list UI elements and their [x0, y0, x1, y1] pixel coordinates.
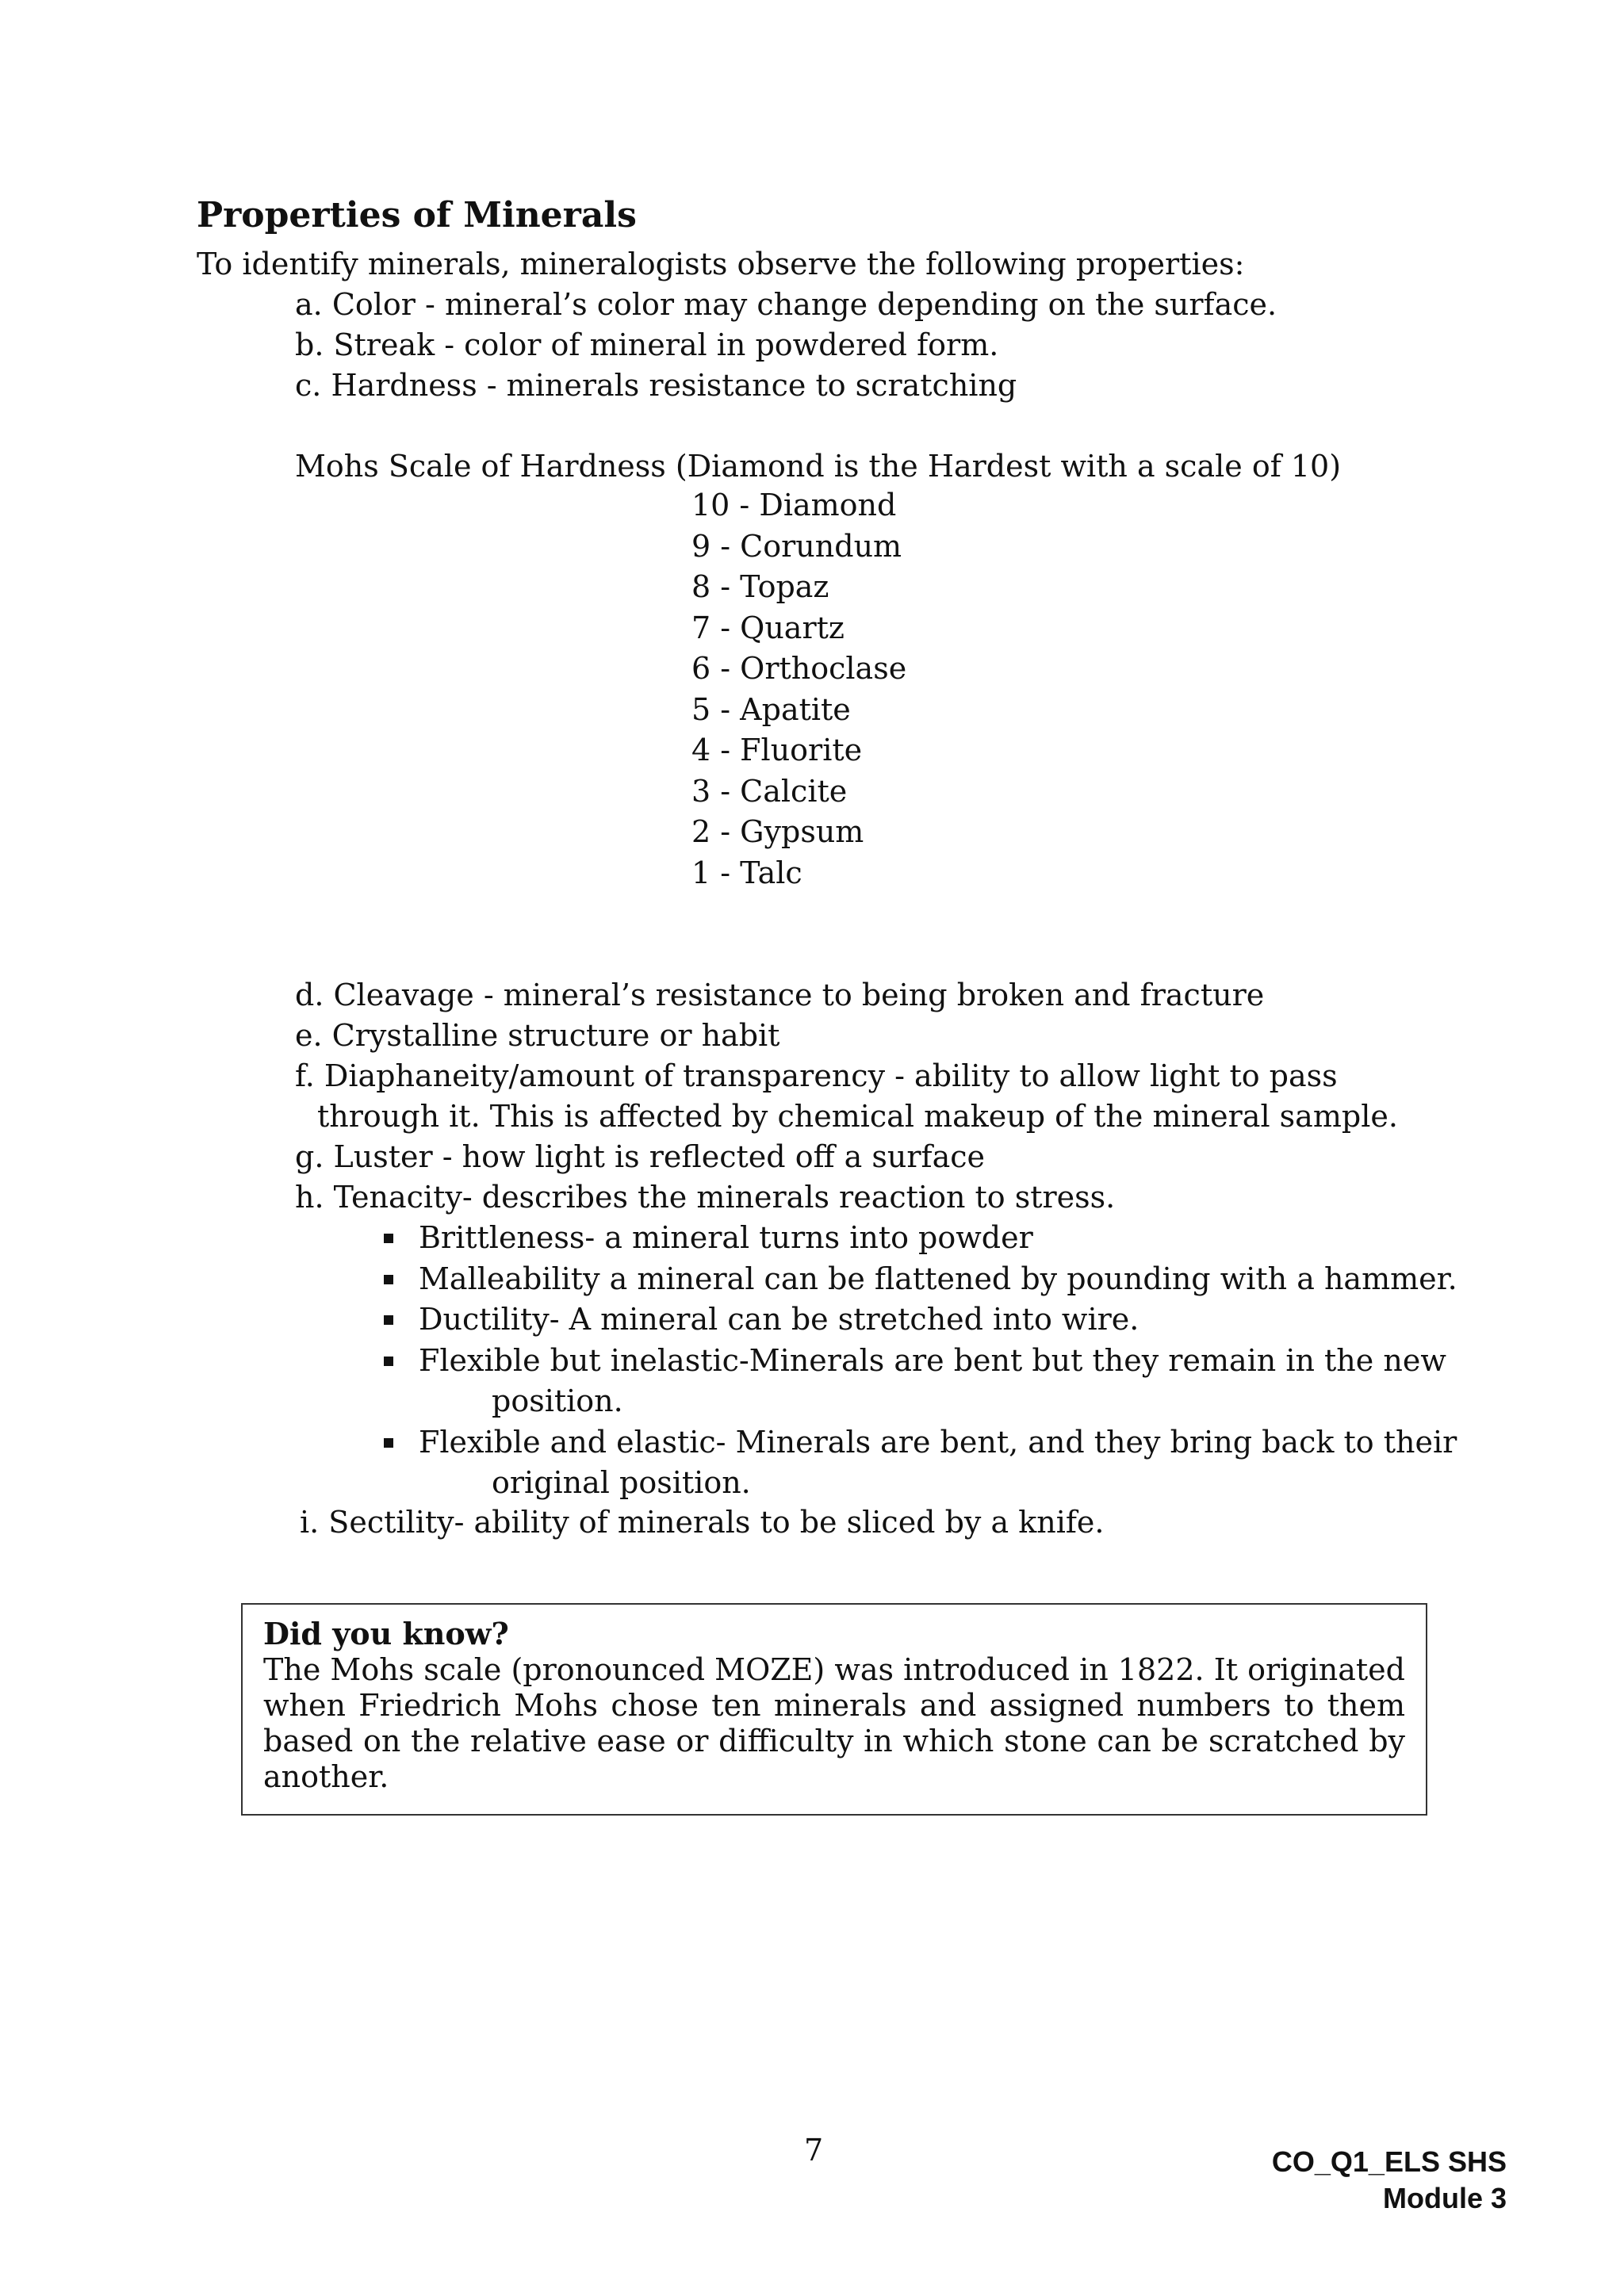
bullet-square-icon — [384, 1315, 393, 1325]
mohs-item: 8 - Topaz — [691, 569, 829, 604]
mohs-item: 1 - Talc — [691, 855, 802, 890]
intro-text: To identify minerals, mineralogists observe the following properties: — [197, 247, 1245, 281]
mohs-item: 4 - Fluorite — [691, 733, 863, 767]
tenacity-item-text: Brittleness- a mineral turns into powder — [419, 1220, 1033, 1255]
tenacity-list — [381, 1218, 1457, 1504]
mohs-item: 7 - Quartz — [691, 610, 845, 645]
tenacity-item — [381, 1341, 1457, 1422]
mohs-item: 3 - Calcite — [691, 773, 848, 809]
property-hardness: c. Hardness - minerals resistance to scratching — [295, 368, 1017, 403]
bullet-square-icon — [384, 1438, 393, 1448]
tenacity-item-continuation: position. — [492, 1383, 623, 1418]
mohs-item: 10 - Diamond — [691, 488, 897, 522]
tenacity-item — [381, 1218, 1457, 1259]
module-footer — [1272, 2144, 1507, 2217]
mohs-scale-title: Mohs Scale of Hardness (Diamond is the Hardest with a scale of 10) — [295, 449, 1342, 484]
mohs-item: 9 - Corundum — [691, 528, 902, 564]
mohs-item: 6 - Orthoclase — [691, 651, 907, 686]
tenacity-item-text: Malleability a mineral can be flattened by pounding with a hammer. — [419, 1261, 1457, 1296]
property-color: a. Color - mineral’s color may change depending on the surface. — [295, 287, 1277, 322]
page-heading: Properties of Minerals — [197, 195, 637, 235]
property-diaphaneity-continued: through it. This is affected by chemical makeup of the mineral sample. — [317, 1099, 1398, 1134]
tenacity-item-continuation: original position. — [492, 1465, 751, 1500]
property-luster: g. Luster - how light is reflected off a surface — [295, 1139, 986, 1174]
did-you-know-text: The Mohs scale (pronounced MOZE) was introduced in 1822. It originated when Friedrich Mohs chose ten minerals and assigned numbers to them based on the relative ease or difficulty in which stone can be scratched by another. — [263, 1652, 1405, 1794]
tenacity-item — [381, 1422, 1457, 1504]
property-sectility: i. Sectility- ability of minerals to be sliced by a knife. — [300, 1505, 1105, 1540]
did-you-know-box — [241, 1603, 1427, 1816]
property-crystalline: e. Crystalline structure or habit — [295, 1018, 780, 1053]
mohs-item: 5 - Apatite — [691, 691, 851, 727]
property-diaphaneity: f. Diaphaneity/amount of transparency - ability to allow light to pass — [295, 1058, 1338, 1093]
footer-module: Module 3 — [1382, 2182, 1507, 2214]
property-cleavage: d. Cleavage - mineral’s resistance to being broken and fracture — [295, 978, 1265, 1012]
footer-code: CO_Q1_ELS SHS — [1271, 2145, 1507, 2178]
tenacity-item — [381, 1259, 1457, 1300]
tenacity-item-text: Ductility- A mineral can be stretched into wire. — [419, 1302, 1139, 1337]
bullet-square-icon — [384, 1357, 393, 1366]
bullet-square-icon — [384, 1234, 393, 1243]
tenacity-item-text: Flexible but inelastic-Minerals are bent but they remain in the new — [419, 1342, 1446, 1378]
property-streak: b. Streak - color of mineral in powdered form. — [295, 327, 999, 362]
did-you-know-title: Did you know? — [263, 1616, 509, 1651]
mohs-scale-list — [691, 485, 906, 894]
page-number: 7 — [804, 2133, 824, 2168]
mohs-item: 2 - Gypsum — [691, 814, 864, 849]
tenacity-item — [381, 1299, 1457, 1341]
tenacity-item-text: Flexible and elastic- Minerals are bent, and they bring back to their — [419, 1424, 1457, 1460]
property-tenacity: h. Tenacity- describes the minerals reaction to stress. — [295, 1180, 1116, 1215]
bullet-square-icon — [384, 1275, 393, 1284]
